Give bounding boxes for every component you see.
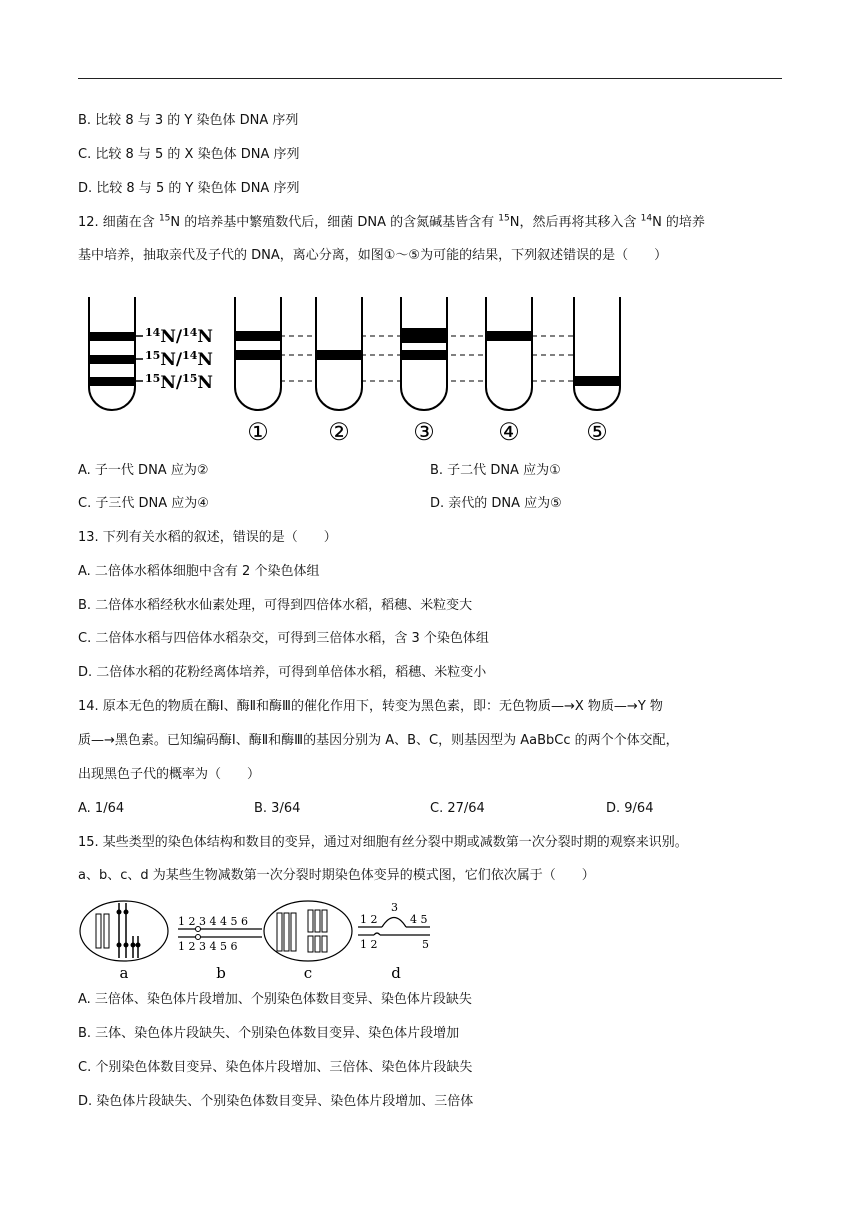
q13-option-a: A. 二倍体水稻体细胞中含有 2 个染色体组	[78, 564, 320, 579]
q15-option-a: A. 三倍体、染色体片段增加、个别染色体数目变异、染色体片段缺失	[78, 992, 472, 1007]
q13-option-d: D. 二倍体水稻的花粉经离体培养，可得到单倍体水稻，稻穗、米粒变小	[78, 665, 487, 680]
label-part: N	[197, 327, 213, 347]
q12-stem-text: N，然后再将其移入含	[509, 215, 641, 230]
tube-5	[574, 297, 620, 410]
label-part: N	[197, 350, 213, 370]
tube-number-3: ③	[413, 418, 435, 446]
caption-c: c	[303, 964, 313, 982]
panel-b-duplication	[178, 915, 262, 982]
tube1-band-hybrid	[235, 350, 281, 360]
q15-stem-line1: 15. 某些类型的染色体结构和数目的变异，通过对细胞有丝分裂中期或减数第一次分裂时期的观察来识别。	[78, 835, 688, 850]
q15-option-c: C. 个别染色体数目变异、染色体片段增加、三倍体、染色体片段缺失	[78, 1060, 473, 1075]
b-top-labels: 1 2 3 4 4 5 6	[178, 915, 248, 928]
caption-d: d	[391, 964, 401, 982]
tube-4	[486, 297, 532, 410]
panel-a-cell	[80, 901, 168, 982]
d-bottom-right-label: 5	[422, 938, 429, 951]
tube3-band-light	[401, 328, 447, 343]
q12-stem-text: N 的培养基中繁殖数代后，细菌 DNA 的含氮碱基皆含有	[170, 215, 499, 230]
reference-tube	[89, 297, 143, 410]
q14-option-c: C. 27/64	[430, 801, 485, 816]
b-bottom-labels: 1 2 3 4 5 6	[178, 940, 238, 953]
q11-option-d: D. 比较 8 与 5 的 Y 染色体 DNA 序列	[78, 181, 300, 196]
q12-option-a: A. 子一代 DNA 应为②	[78, 463, 209, 478]
band-15n14n	[89, 355, 135, 364]
d-top-labels: 1 2	[360, 913, 378, 926]
q14-option-b: B. 3/64	[254, 801, 301, 816]
q14-stem-line2: 质—→黑色素。已知编码酶Ⅰ、酶Ⅱ和酶Ⅲ的基因分别为 A、B、C，则基因型为 AaBbCc 的两个个体交配，	[78, 733, 679, 748]
q12-stem-line2: 基中培养，抽取亲代及子代的 DNA，离心分离，如图①～⑤为可能的结果，下列叙述错误的是（ ）	[78, 248, 668, 263]
label-part: 15	[182, 372, 198, 385]
tube1-band-light	[235, 331, 281, 341]
q13-option-b: B. 二倍体水稻经秋水仙素处理，可得到四倍体水稻，稻穗、米粒变大	[78, 598, 473, 613]
tube2-band-hybrid	[316, 350, 362, 360]
q13-option-c: C. 二倍体水稻与四倍体水稻杂交，可得到三倍体水稻，含 3 个染色体组	[78, 631, 489, 646]
label-part: N	[197, 373, 213, 393]
tube5-band-heavy	[574, 376, 620, 386]
label-part: N/	[160, 327, 183, 347]
tube-number-4: ④	[498, 418, 520, 446]
isotope-sup: 15	[158, 213, 171, 224]
label-part: 15	[145, 372, 161, 385]
tube-number-5: ⑤	[586, 418, 608, 446]
band-15n15n	[89, 377, 135, 386]
q12-stem-line1	[78, 214, 705, 232]
d-top-right-labels: 4 5	[410, 913, 428, 926]
label-part: 14	[182, 349, 198, 362]
q14-option-a: A. 1/64	[78, 801, 125, 816]
panel-d-deletion	[358, 901, 430, 982]
caption-a: a	[119, 964, 129, 982]
label-15n15n	[145, 372, 213, 393]
centrifuge-tubes-figure	[80, 290, 640, 450]
isotope-sup: 14	[640, 213, 653, 224]
tube-number-1: ①	[247, 418, 269, 446]
q14-option-d: D. 9/64	[606, 801, 654, 816]
label-part: 14	[145, 326, 161, 339]
label-part: 15	[145, 349, 161, 362]
q12-option-c: C. 子三代 DNA 应为④	[78, 496, 209, 511]
q11-option-b: B. 比较 8 与 3 的 Y 染色体 DNA 序列	[78, 113, 299, 128]
band-14n14n	[89, 332, 135, 341]
q12-stem-text: N 的培养	[652, 215, 705, 230]
label-part: N/	[160, 350, 183, 370]
d-loop-label: 3	[391, 901, 398, 914]
tube4-band-light	[486, 331, 532, 341]
tube-number-2: ②	[328, 418, 350, 446]
label-15n14n	[145, 349, 213, 370]
q11-option-c: C. 比较 8 与 5 的 X 染色体 DNA 序列	[78, 147, 300, 162]
caption-b: b	[216, 964, 226, 982]
label-14n14n	[145, 326, 213, 347]
q14-stem-line3: 出现黑色子代的概率为（ ）	[78, 767, 261, 782]
q15-stem-line2: a、b、c、d 为某些生物减数第一次分裂时期染色体变异的模式图，它们依次属于（ ）	[78, 868, 595, 883]
header-rule	[78, 78, 782, 79]
q14-stem-line1: 14. 原本无色的物质在酶Ⅰ、酶Ⅱ和酶Ⅲ的催化作用下，转变为黑色素，即：无色物质—→X 物质—→Y 物	[78, 699, 663, 714]
label-part: N/	[160, 373, 183, 393]
q12-stem-text: 12. 细菌在含	[78, 215, 159, 230]
q15-option-b: B. 三体、染色体片段缺失、个别染色体数目变异、染色体片段增加	[78, 1026, 460, 1041]
q15-option-d: D. 染色体片段缺失、个别染色体数目变异、染色体片段增加、三倍体	[78, 1094, 474, 1109]
chromosome-variation-figure	[78, 898, 458, 982]
band-labels	[145, 326, 213, 393]
q12-option-d: D. 亲代的 DNA 应为⑤	[430, 496, 562, 511]
label-part: 14	[182, 326, 198, 339]
q12-option-b: B. 子二代 DNA 应为①	[430, 463, 561, 478]
isotope-sup: 15	[498, 213, 510, 224]
q13-stem: 13. 下列有关水稻的叙述，错误的是（ ）	[78, 530, 337, 545]
tube3-band-hybrid	[401, 350, 447, 360]
d-bottom-labels: 1 2	[360, 938, 378, 951]
panel-c-cell	[264, 901, 352, 982]
